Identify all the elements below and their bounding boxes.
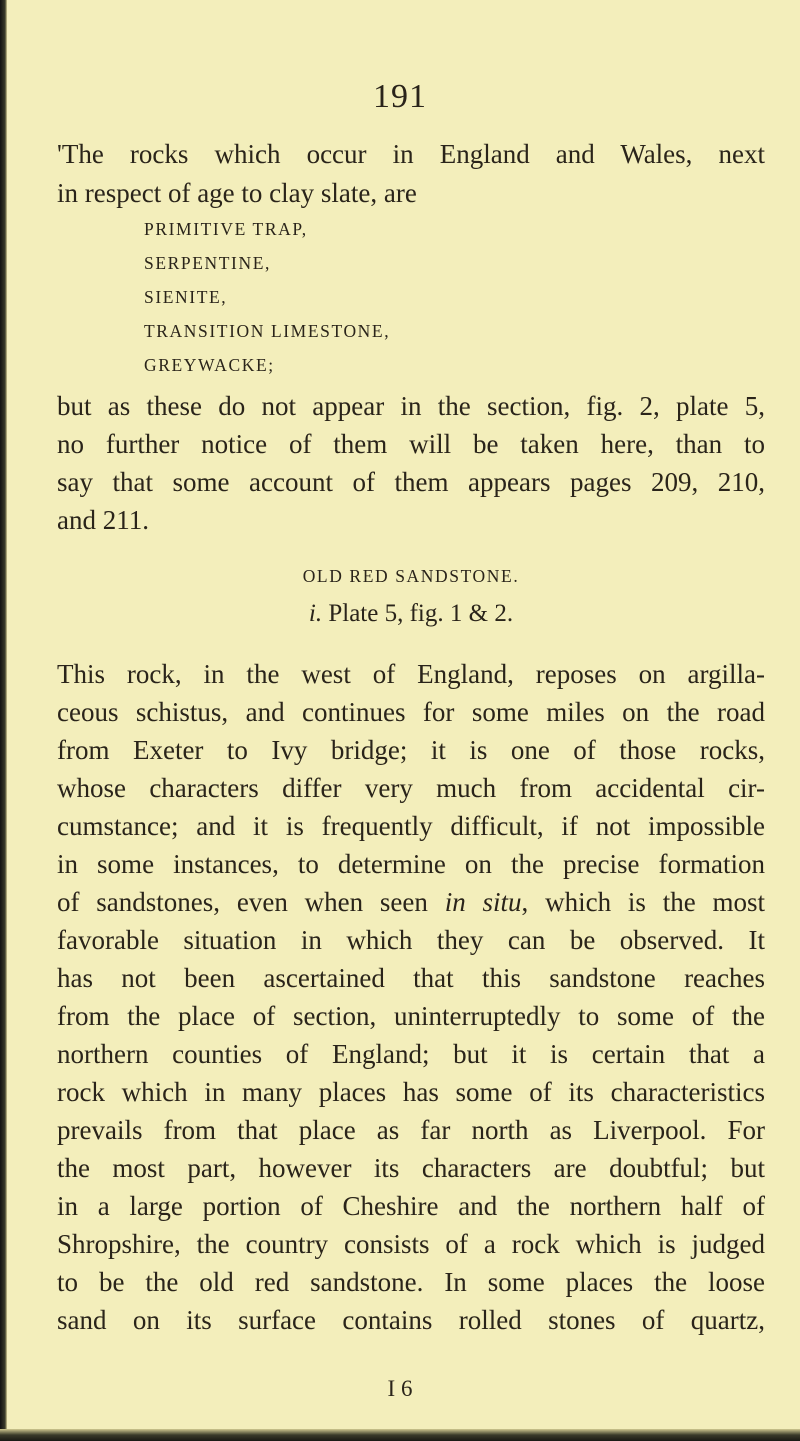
plate-reference	[57, 599, 765, 629]
book-spine-shadow	[0, 0, 7, 1441]
page-bottom-edge	[0, 1429, 800, 1441]
text-line: This rock, in the west of England, reposes on argilla-	[57, 659, 765, 689]
text-line: the most part, however its characters are doubtful; but	[57, 1153, 765, 1183]
text-line: 'The rocks which occur in England and Wales, next	[57, 139, 765, 169]
rock-list-item: SERPENTINE,	[144, 253, 271, 273]
text-line: favorable situation in which they can be observed. It	[57, 925, 765, 955]
text-span: , which is the most	[521, 887, 765, 917]
rock-list-item: SIENITE,	[144, 287, 228, 307]
text-line: sand on its surface contains rolled stones of quartz,	[57, 1305, 765, 1335]
text-line: no further notice of them will be taken here, than to	[57, 429, 765, 459]
text-line: whose characters differ very much from accidental cir-	[57, 773, 765, 803]
text-line: northern counties of England; but it is certain that a	[57, 1039, 765, 1069]
text-line: prevails from that place as far north as Liverpool. For	[57, 1115, 765, 1145]
reference-letter: i.	[308, 600, 323, 627]
rock-list-item: TRANSITION LIMESTONE,	[144, 321, 391, 341]
text-line: in a large portion of Cheshire and the northern half of	[57, 1191, 765, 1221]
text-line: to be the old red sandstone. In some places the loose	[57, 1267, 765, 1297]
text-line: but as these do not appear in the section, fig. 2, plate 5,	[57, 391, 765, 421]
text-span: of sandstones, even when seen	[57, 887, 445, 917]
text-line: and 211.	[57, 505, 149, 535]
text-line: say that some account of them appears pages 209, 210,	[57, 467, 765, 497]
page-number: 191	[373, 78, 427, 115]
text-line: in respect of age to clay slate, are	[57, 178, 417, 208]
text-line: cumstance; and it is frequently difficult, if not impossible	[57, 811, 765, 841]
italic-phrase: in situ	[444, 887, 522, 917]
text-line: from Exeter to Ivy bridge; it is one of those rocks,	[57, 735, 765, 765]
text-line: Shropshire, the country consists of a rock which is judged	[57, 1229, 765, 1259]
rock-list-item: GREYWACKE;	[144, 355, 275, 375]
reference-text: Plate 5, fig. 1 & 2.	[322, 600, 514, 627]
text-line: in some instances, to determine on the precise formation	[57, 849, 765, 879]
text-line	[57, 886, 765, 918]
text-line: has not been ascertained that this sandstone reaches	[57, 963, 765, 993]
section-heading: OLD RED SANDSTONE.	[302, 566, 520, 586]
signature-mark: I 6	[387, 1376, 413, 1401]
text-line: ceous schistus, and continues for some miles on the road	[57, 697, 765, 727]
text-line: rock which in many places has some of its characteristics	[57, 1077, 765, 1107]
rock-list-item: PRIMITIVE TRAP,	[144, 219, 308, 239]
text-line: from the place of section, uninterruptedly to some of the	[57, 1001, 765, 1031]
